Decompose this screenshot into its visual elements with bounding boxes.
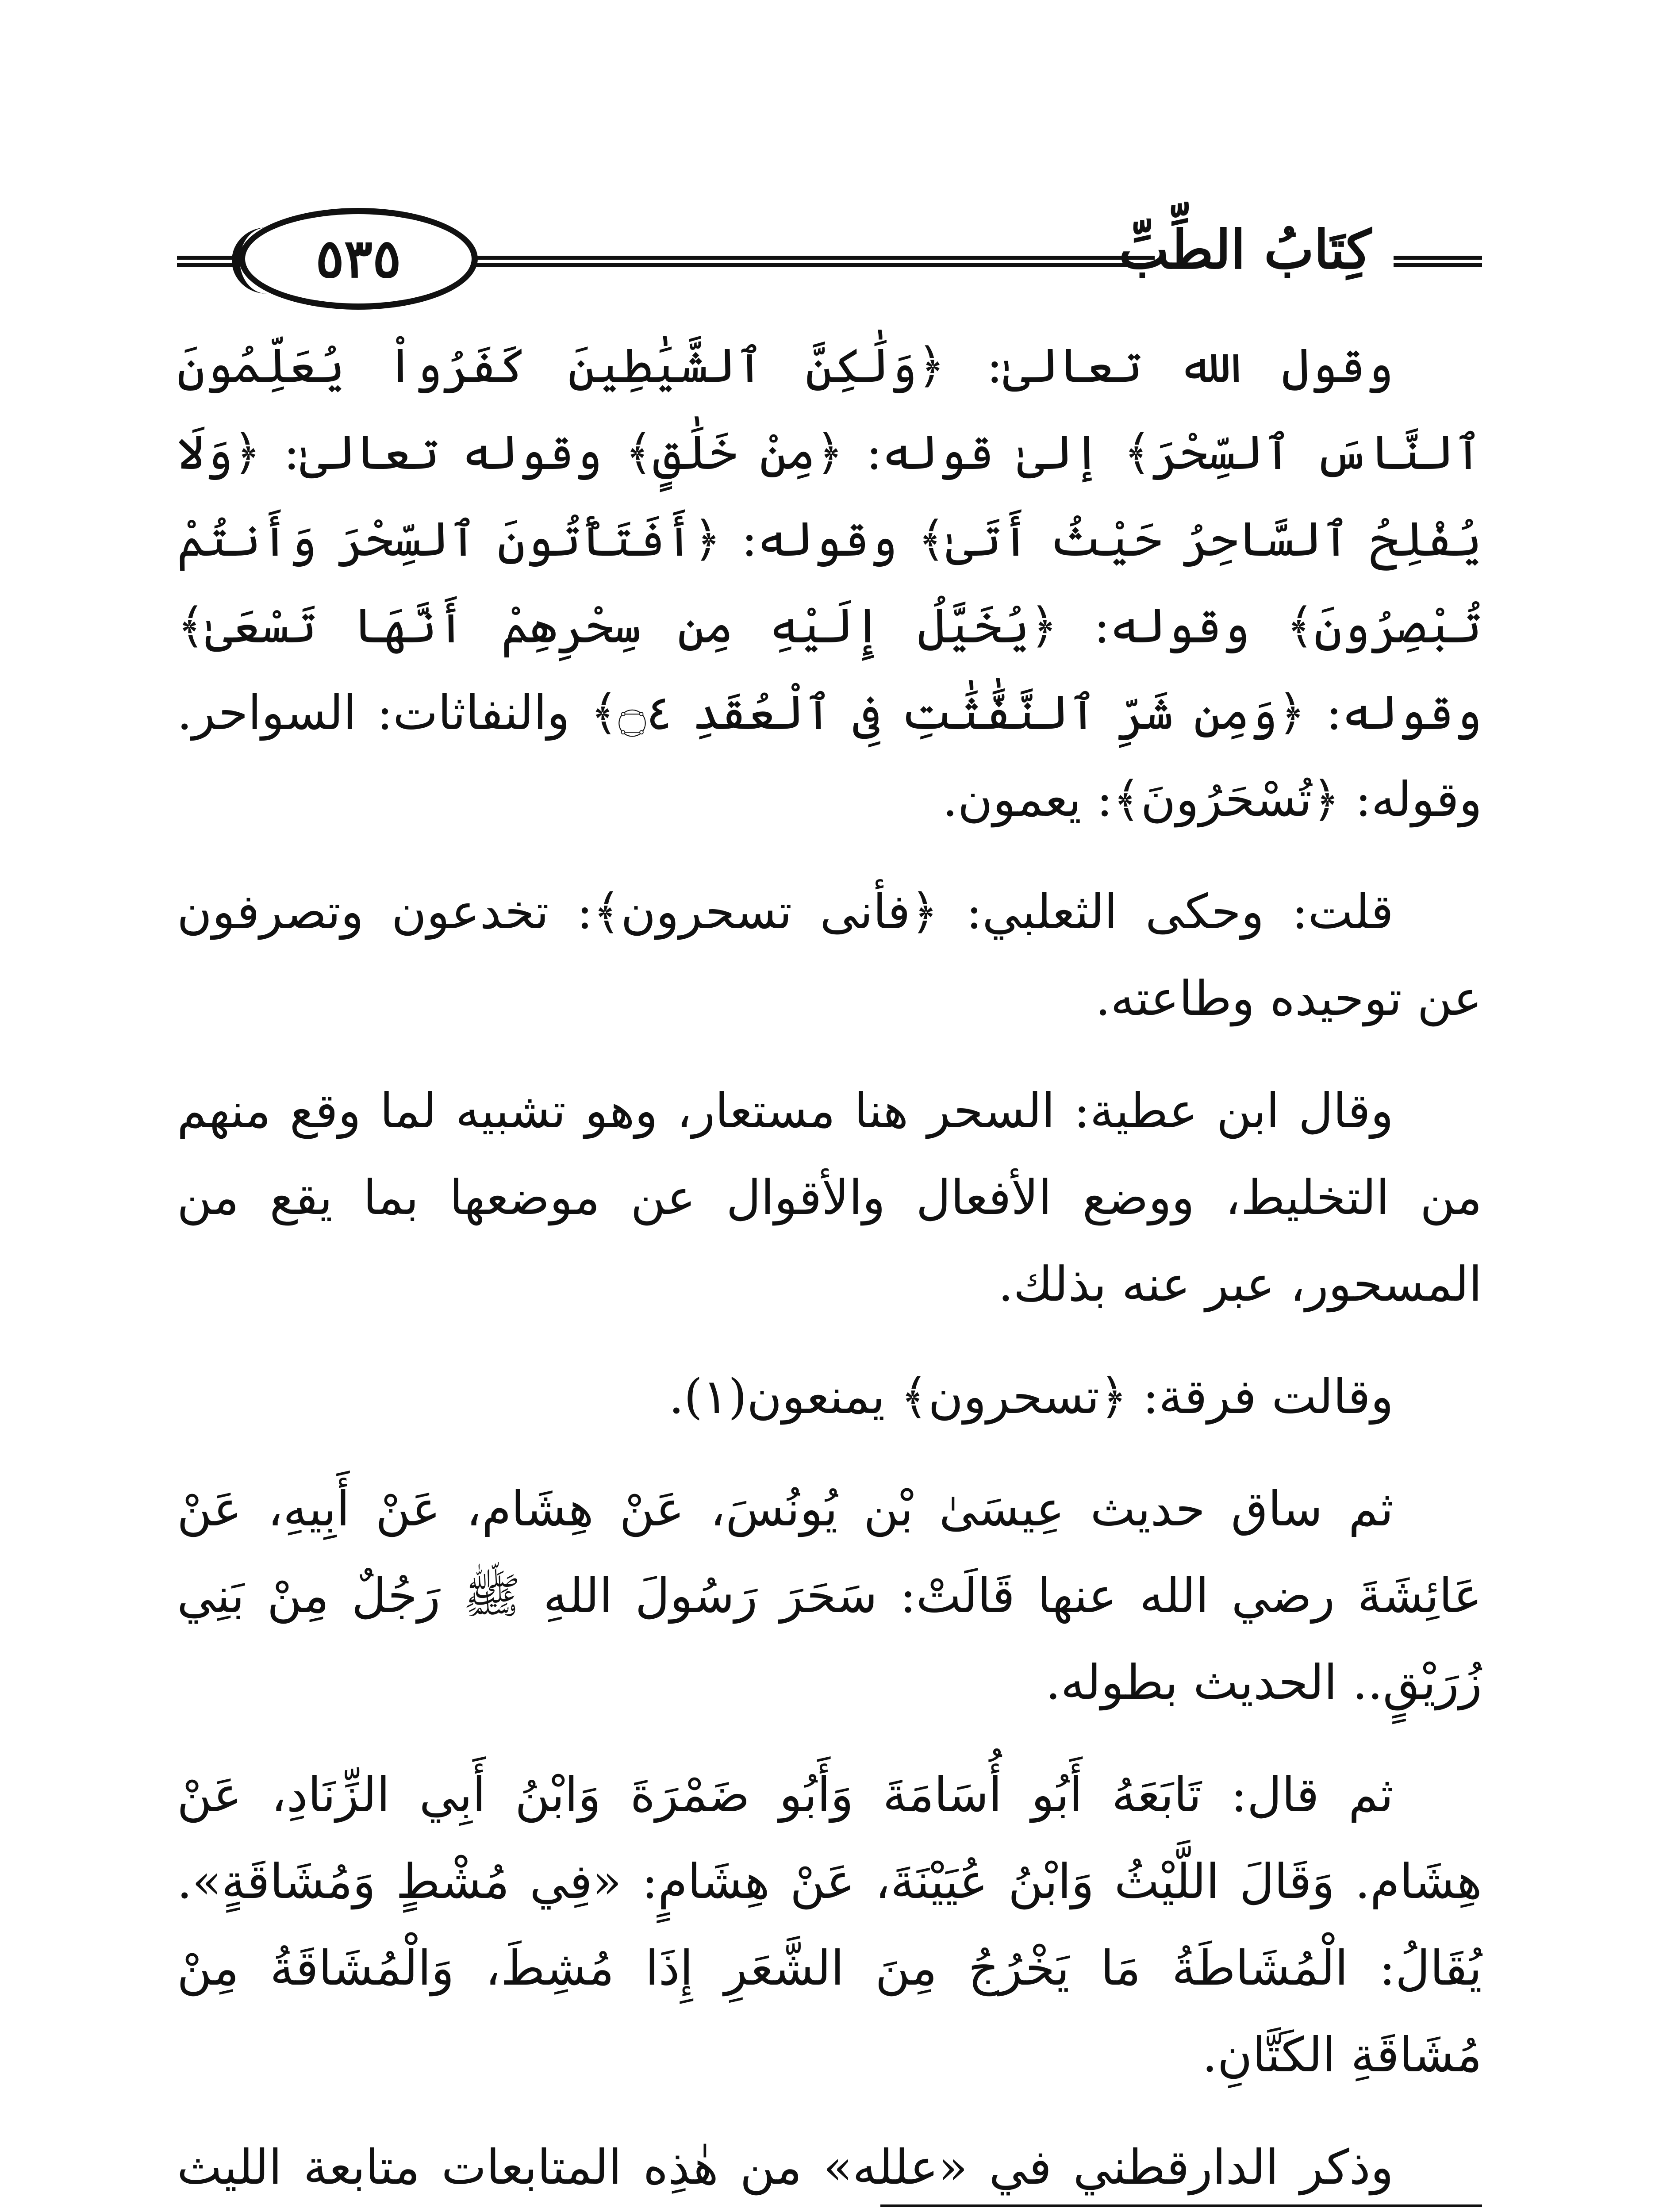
- running-header: [177, 208, 1482, 314]
- paragraph: وقول الله تعالىٰ: ﴿وَلَٰكِنَّ ٱلشَّيَٰطِينَ كَفَرُواْ يُعَلِّمُونَ ٱلنَّاسَ ٱلسِّحْرَ﴾ إلىٰ قوله: ﴿مِنْ خَلَٰقٍ﴾ وقوله تعالىٰ: ﴿وَلَا يُفْلِحُ ٱلسَّاحِرُ حَيْثُ أَتَىٰ﴾ وقوله: ﴿أَفَتَأْتُونَ ٱلسِّحْرَ وَأَنتُمْ تُبْصِرُونَ﴾ وقوله: ﴿يُخَيَّلُ إِلَيْهِ مِن سِحْرِهِمْ أَنَّهَا تَسْعَىٰ﴾ وقوله: ﴿وَمِن شَرِّ ٱلنَّفَّٰثَٰتِ فِى ٱلْعُقَدِ ۝٤﴾ والنفاثات: السواحر. وقوله: ﴿تُسْحَرُونَ﴾: يعمون.: [177, 338, 1482, 827]
- header-rule-middle: [398, 256, 1155, 267]
- paragraph: ثم قال: تَابَعَهُ أَبُو أُسَامَةَ وَأَبُو ضَمْرَةَ وَابْنُ أَبِي الزِّنَادِ، عَنْ هِشَام. وَقَالَ اللَّيْثُ وَابْنُ عُيَيْنَةَ، عَنْ هِشَامٍ: «فِي مُشْطٍ وَمُشَاقَةٍ». يُقَالُ: الْمُشَاطَةُ مَا يَخْرُجُ مِنَ الشَّعَرِ إِذَا مُشِطَ، وَالْمُشَاقَةُ مِنْ مُشَاقَةِ الكَتَّانِ.: [177, 1767, 1482, 2083]
- paragraph: وقال ابن عطية: السحر هنا مستعار، وهو تشبيه لما وقع منهم من التخليط، ووضع الأفعال والأقوال عن موضعها بما يقع من المسحور، عبر عنه بذلك.: [177, 1083, 1482, 1312]
- paragraph: ثم ساق حديث عِيسَىٰ بْن يُونُسَ، عَنْ هِشَام، عَنْ أَبِيهِ، عَنْ عَائِشَةَ رضي الله عنها قَالَتْ: سَحَرَ رَسُولَ اللهِ ﷺ رَجُلٌ مِنْ بَنِي زُرَيْقٍ.. الحديث بطوله.: [177, 1482, 1482, 1710]
- page-number-badge: [239, 208, 478, 310]
- chapter-title: كِتَابُ الطِّبِّ: [1119, 219, 1371, 281]
- paragraph: قلت: وحكى الثعلبي: ﴿فأنى تسحرون﴾: تخدعون وتصرفون عن توحيده وطاعته.: [177, 884, 1482, 1026]
- page-number: ٥٣٥: [315, 227, 401, 290]
- footnote-separator: [880, 2204, 1482, 2207]
- header-rule-right: [1394, 256, 1482, 267]
- paragraph: وقالت فرقة: ﴿تسحرون﴾ يمنعون(١).: [668, 1369, 1394, 1425]
- header-rule-left: [177, 256, 234, 267]
- body-text: [177, 323, 1482, 2212]
- paragraph: وذكر الدارقطني في «علله» من هٰذِه المتابعات متابعة الليث: [177, 2140, 1394, 2195]
